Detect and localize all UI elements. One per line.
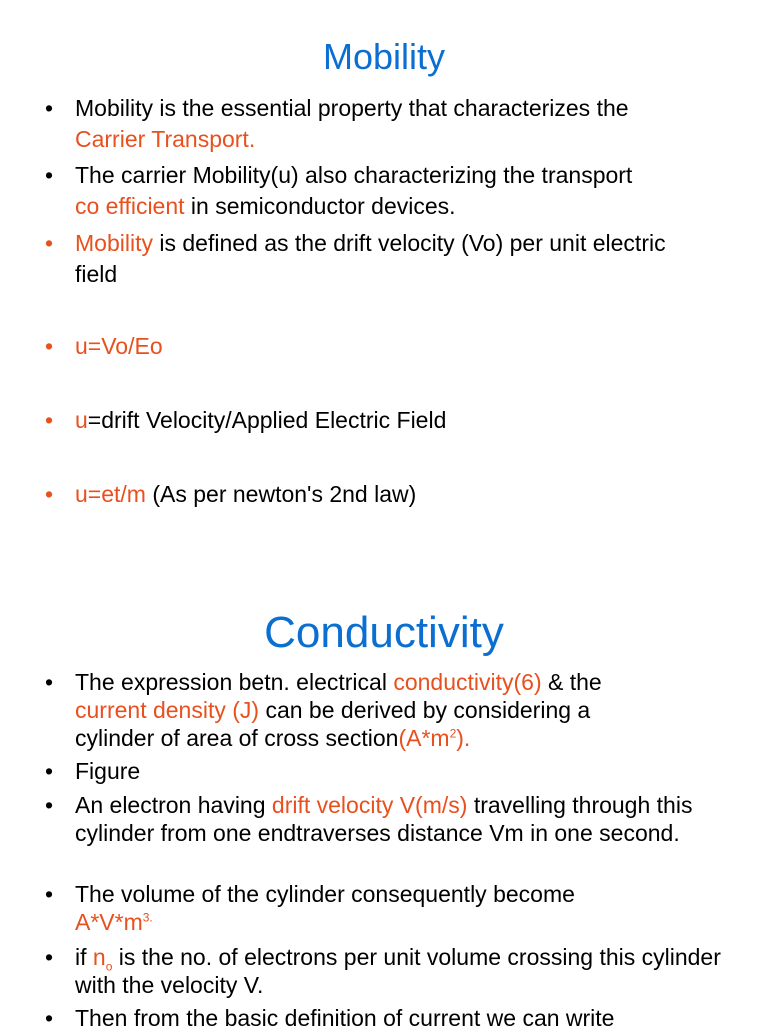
slide-title-conductivity: Conductivity xyxy=(264,608,504,657)
bullet-item xyxy=(45,405,735,436)
bullet-text: The volume of the cylinder consequently become $A*V*m^{3.}$ xyxy=(75,881,575,935)
bullet-text: The expression betn. electrical conductivity(6) & the current density (J) can be derived by considering a cylinder of area of cross $section(A*m^2)$. xyxy=(75,669,602,751)
bullet-item xyxy=(45,791,735,875)
bullet-item xyxy=(45,668,735,752)
bullet-text: u=drift Velocity/Applied Electric Field xyxy=(75,407,447,433)
bullet-icon: • xyxy=(45,792,54,818)
bullet-item xyxy=(45,1004,735,1032)
bullet-icon: • xyxy=(45,758,54,784)
bullet-icon: • xyxy=(45,881,54,907)
bullet-text: Mobility is defined as the drift velocity (Vo) per unit electric field xyxy=(75,230,666,287)
bullet-icon: • xyxy=(45,95,54,121)
bullet-text: if $n_o$ is the no. of electrons per unit volume crossing this cylinder with the velocity V. xyxy=(75,944,721,998)
bullet-item xyxy=(45,757,735,785)
bullet-text: An electron having drift velocity V(m/s) travelling through this cylinder from one endtraverses distance Vm in one second. xyxy=(75,792,693,846)
bullet-item xyxy=(45,93,735,155)
bullet-item xyxy=(45,228,735,290)
bullet-item xyxy=(45,160,735,222)
bullet-icon: • xyxy=(45,230,54,256)
bullet-text: u=et/m (As per newton's 2nd law) xyxy=(75,481,417,507)
bullet-text: Then from the basic definition of current we can write xyxy=(75,1005,615,1031)
bullet-item xyxy=(45,331,735,362)
bullet-text: The carrier Mobility(u) also characterizing the transport co efficient in semiconductor devices. xyxy=(75,162,633,219)
bullet-icon: • xyxy=(45,333,54,359)
bullet-icon: • xyxy=(45,407,54,433)
bullet-icon: • xyxy=(45,944,54,970)
slide-title-mobility: Mobility xyxy=(322,36,446,77)
bullet-text: u=Vo/Eo xyxy=(75,333,163,359)
bullet-text: Figure xyxy=(75,758,141,784)
bullet-item xyxy=(45,943,735,999)
bullet-icon: • xyxy=(45,1005,54,1031)
bullet-item xyxy=(45,479,735,510)
bullet-icon: • xyxy=(45,481,54,507)
bullet-text: Mobility is the essential property that characterizes the Carrier Transport. xyxy=(75,95,629,152)
bullet-icon: • xyxy=(45,162,54,188)
bullet-item xyxy=(45,880,735,936)
bullet-icon: • xyxy=(45,669,54,695)
